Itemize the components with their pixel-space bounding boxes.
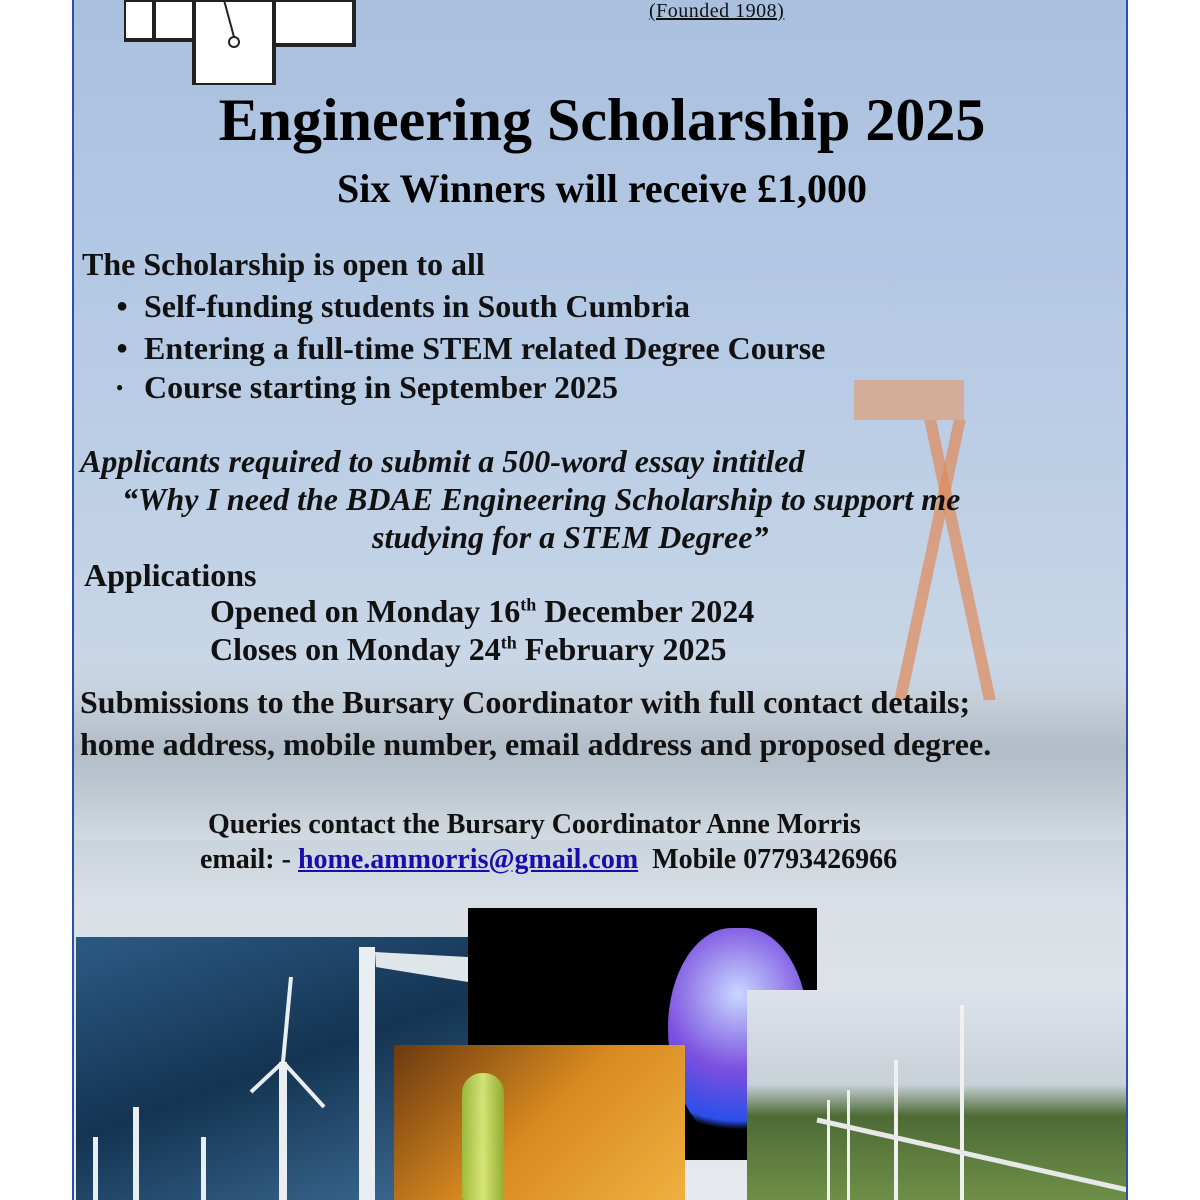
applications-heading: Applications (84, 557, 257, 593)
bridge-image (747, 990, 1128, 1200)
bullet-text: Entering a full-time STEM related Degree Course (144, 330, 826, 366)
eligibility-intro: The Scholarship is open to all (82, 246, 485, 282)
bullet-text: Self-funding students in South Cumbria (144, 288, 690, 324)
page-title: Engineering Scholarship 2025 (218, 87, 986, 153)
essay-line: Applicants required to submit a 500-word essay intitled (80, 443, 805, 479)
subtitle: Six Winners will receive £1,000 (337, 166, 867, 211)
closes-date: Closes on Monday 24th February 2025 (210, 631, 727, 667)
poster-page (72, 0, 1128, 1200)
list-item: ● Self-funding students in South Cumbria (116, 288, 690, 324)
bdae-logo (124, 0, 359, 85)
crane-image (854, 380, 964, 420)
essay-line: studying for a STEM Degree” (372, 519, 769, 555)
bullet-text: Course starting in September 2025 (144, 369, 619, 405)
email-link[interactable]: home.ammorris@gmail.com (297, 844, 639, 875)
essay-line: “Why I need the BDAE Engineering Scholarship to support me (122, 481, 961, 517)
list-item: ● Entering a full-time STEM related Degree Course (116, 330, 826, 366)
list-item: ● Course starting in September 2025 (116, 369, 619, 405)
queries-line: Queries contact the Bursary Coordinator Anne Morris (208, 809, 861, 840)
mobile-number: Mobile 07793426966 (652, 844, 898, 875)
founded-text: (Founded 1908) (649, 0, 785, 22)
opened-date: Opened on Monday 16th December 2024 (210, 593, 755, 629)
led-image (394, 1045, 685, 1200)
submissions-line: home address, mobile number, email address and proposed degree. (80, 726, 992, 762)
contact-line: email: - home.ammorris@gmail.com Mobile 07793426966 (200, 844, 898, 875)
submissions-line: Submissions to the Bursary Coordinator with full contact details; (80, 684, 971, 720)
